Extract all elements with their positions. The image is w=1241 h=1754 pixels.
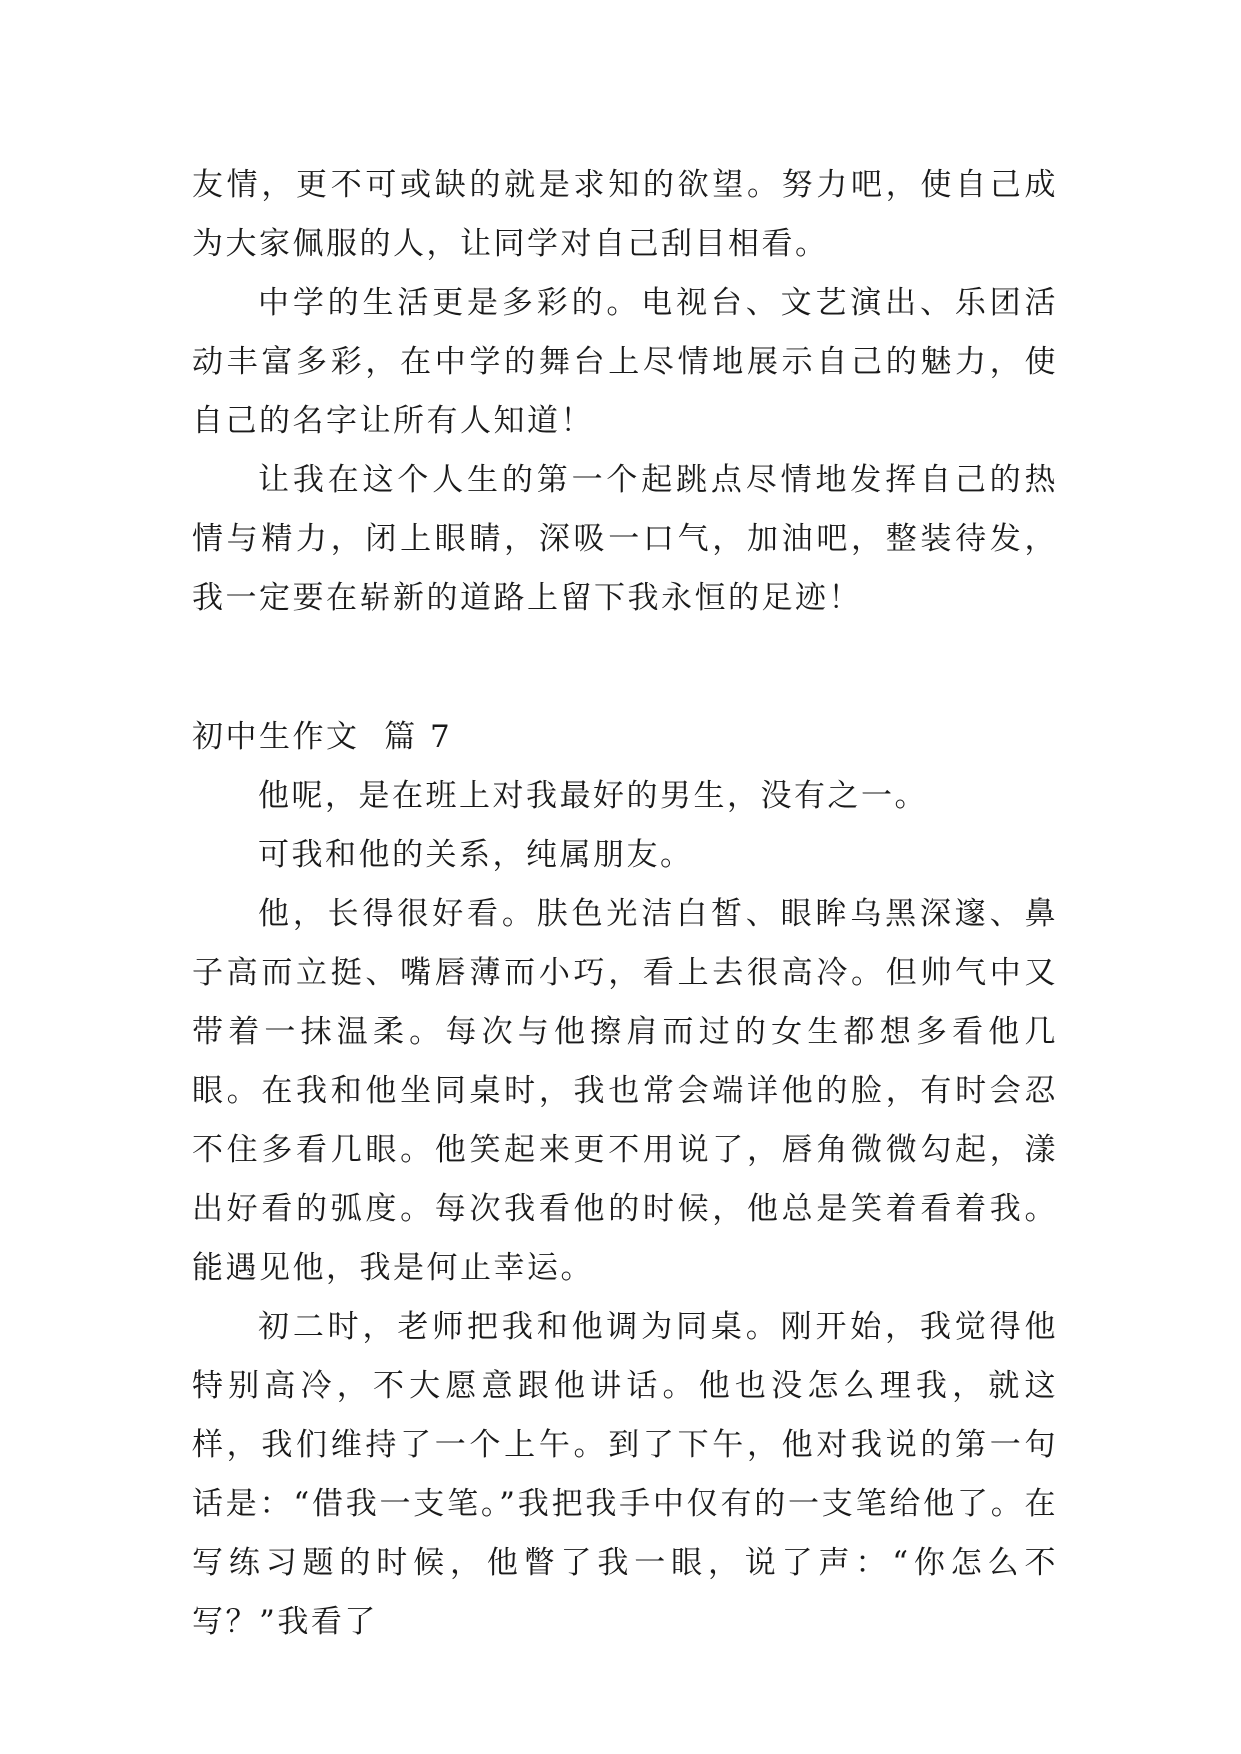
section-heading: 初中生作文 篇 7 [192, 719, 453, 755]
paragraph: 让我在这个人生的第一个起跳点尽情地发挥自己的热情与精力，闭上眼睛，深吸一口气，加油吧，整装待发，我一定要在崭新的道路上留下我永恒的足迹！ [192, 462, 1058, 616]
section-spacer [192, 628, 1058, 708]
paragraph: 他呢，是在班上对我最好的男生，没有之一。 [258, 778, 928, 814]
paragraph: 友情，更不可或缺的就是求知的欲望。努力吧，使自己成为大家佩服的人，让同学对自己刮目相看。 [192, 167, 1058, 262]
paragraph: 可我和他的关系，纯属朋友。 [258, 837, 694, 873]
document-body [192, 156, 1058, 1652]
paragraph: 他，长得很好看。肤色光洁白皙、眼眸乌黑深邃、鼻子高而立挺、嘴唇薄而小巧，看上去很高冷。但帅气中又带着一抹温柔。每次与他擦肩而过的女生都想多看他几眼。在我和他坐同桌时，我也常会端详他的脸，有时会忍不住多看几眼。他笑起来更不用说了，唇角微微勾起，漾出好看的弧度。每次我看他的时候，他总是笑着看着我。能遇见他，我是何止幸运。 [192, 896, 1058, 1286]
paragraph: 初二时，老师把我和他调为同桌。刚开始，我觉得他特别高冷，不大愿意跟他讲话。他也没怎么理我，就这样，我们维持了一个上午。到了下午，他对我说的第一句话是：“借我一支笔。”我把我手中仅有的一支笔给他了。在写练习题的时候，他瞥了我一眼，说了声：“你怎么不写？”我看了 [192, 1309, 1058, 1640]
paragraph: 中学的生活更是多彩的。电视台、文艺演出、乐团活动丰富多彩，在中学的舞台上尽情地展示自己的魅力，使自己的名字让所有人知道！ [192, 285, 1058, 439]
